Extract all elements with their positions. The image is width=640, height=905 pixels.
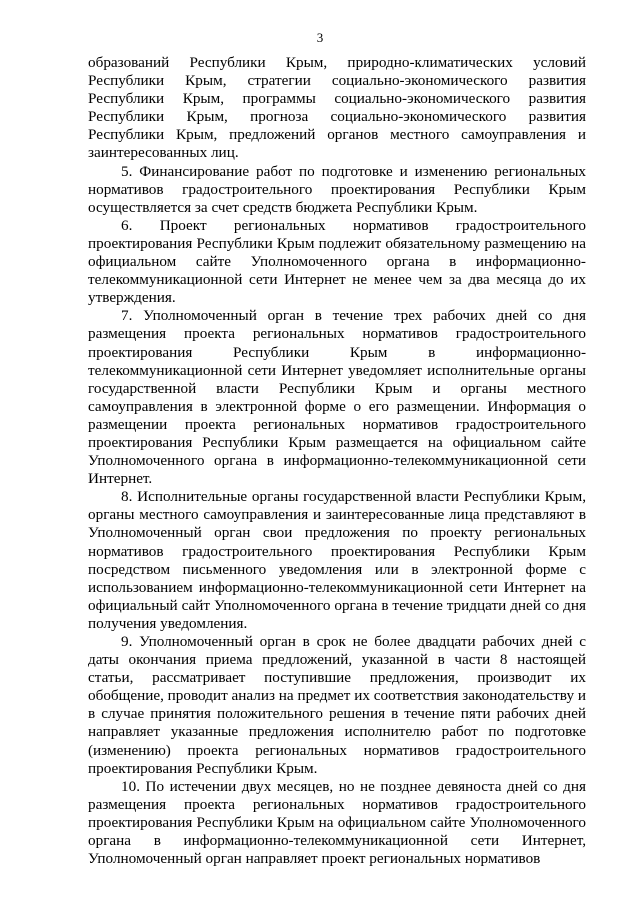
paragraph-item-8: 8. Исполнительные органы государственной власти Республики Крым, органы местного самоуправления и заинтересованные лица представляют в Уполномоченный орган свои предложения по проекту региональных нормативов градостроительного проектирования Республики Крым посредством письменного уведомления или в электронной форме с использованием информационно-телекоммуникационной сети Интернет на официальный сайт Уполномоченного органа в течение тридцати дней со дня получения уведомления. xyxy=(88,488,586,632)
document-body xyxy=(88,54,586,868)
paragraph-continuation: образований Республики Крым, природно-климатических условий Республики Крым, стратегии социально-экономического развития Республики Крым, программы социально-экономического развития Республики Крым, прогноза социально-экономического развития Республики Крым, предложений органов местного самоуправления и заинтересованных лиц. xyxy=(88,54,586,162)
paragraph-item-9: 9. Уполномоченный орган в срок не более двадцати рабочих дней с даты окончания приема предложений, указанной в части 8 настоящей статьи, рассматривает поступившие предложения, производит их обобщение, проводит анализ на предмет их соответствия законодательству и в случае принятия положительного решения в течение пяти рабочих дней направляет указанные предложения исполнителю работ по подготовке (изменению) проекта региональных нормативов градостроительного проектирования Республики Крым. xyxy=(88,633,586,777)
page-number: 3 xyxy=(316,30,324,45)
paragraph-item-6: 6. Проект региональных нормативов градостроительного проектирования Республики Крым подлежит обязательному размещению на официальном сайте Уполномоченного органа в информационно-телекоммуникационной сети Интернет не менее чем за два месяца до их утверждения. xyxy=(88,216,586,307)
paragraph-item-5: 5. Финансирование работ по подготовке и изменению региональных нормативов градостроительного проектирования Республики Крым осуществляется за счет средств бюджета Республики Крым. xyxy=(88,162,586,216)
paragraph-item-10: 10. По истечении двух месяцев, но не позднее девяноста дней со дня размещения проекта региональных нормативов градостроительного проектирования Республики Крым на официальном сайте Уполномоченного органа в информационно-телекоммуникационной сети Интернет, Уполномоченный орган направляет проект региональных нормативов xyxy=(88,777,586,868)
paragraph-item-7: 7. Уполномоченный орган в течение трех рабочих дней со дня размещения проекта региональных нормативов градостроительного проектирования Республики Крым в информационно-телекоммуникационной сети Интернет уведомляет исполнительные органы государственной власти Республики Крым и органы местного самоуправления в электронной форме о его размещении. Информация о размещении проекта региональных нормативов градостроительного проектирования Республики Крым размещается на официальном сайте Уполномоченного органа в информационно-телекоммуникационной сети Интернет. xyxy=(88,307,586,488)
